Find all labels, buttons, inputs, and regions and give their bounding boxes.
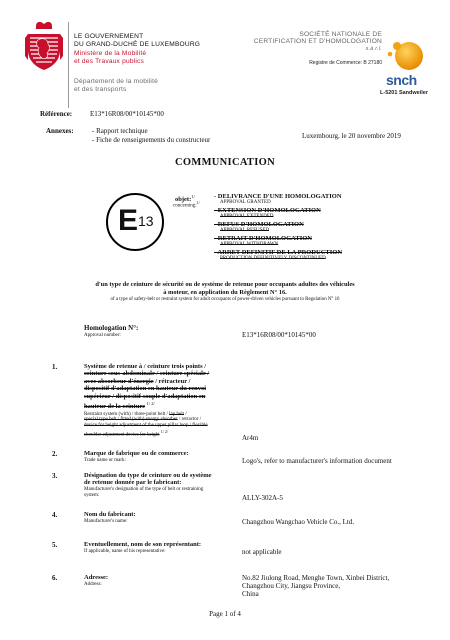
subject-en: of a type of safety-belt or restraint system for adult occupants of power-driven vehicles pursuant to Regulation N° 16 <box>110 297 340 302</box>
item-4-value: Changzhou Wangchao Vehicle Co., Ltd. <box>242 518 355 526</box>
item-3-number: 3. <box>52 472 58 480</box>
item-5-label-en: If applicable, name of his representative: <box>84 549 166 554</box>
item-2-label-en: Trade name or mark: <box>84 458 126 463</box>
objet-item-fr: - REFUS D'HOMOLOGATION <box>214 221 304 228</box>
item-3-label <box>84 472 212 498</box>
department-line-2: et des transports <box>74 85 127 93</box>
page-number: Page 1 of 4 <box>209 610 241 618</box>
item-2-label: Marque de fabrique ou de commerce: <box>84 450 189 457</box>
objet-list <box>214 193 342 263</box>
objet-item-en: APPROVAL REFUSED <box>220 228 270 234</box>
concerning-label <box>173 200 200 209</box>
item-6-label: Adresse: <box>84 574 109 581</box>
department-name <box>74 78 158 93</box>
objet-item-fr: - EXTENSION D'HOMOLOGATION <box>214 207 321 214</box>
gov-name-line-2: DU GRAND-DUCHÉ DE LUXEMBOURG <box>74 40 201 48</box>
objet-label-sup: 1/ <box>191 194 195 199</box>
item-1-number: 1. <box>52 363 58 371</box>
registre: Registre de Commerce: B 27180 <box>309 60 382 66</box>
homologation-label: Homologation N°: <box>84 324 139 332</box>
objet-label-text: objet: <box>175 196 192 204</box>
homologation-sub: Approval number: <box>84 333 121 338</box>
snch-line-1: SOCIÉTÉ NATIONALE DE <box>299 31 382 38</box>
subject-fr-1: d'un type de ceinture de sécurité ou de système de retenue pour occupants adultes des véhicules <box>95 281 355 288</box>
annexes-label: Annexes: <box>46 127 74 135</box>
approval-mark-letter: E <box>118 204 139 237</box>
item-6-label-en: Address: <box>84 582 102 587</box>
header-divider <box>68 22 69 108</box>
item-6-value <box>242 574 389 598</box>
item-5-number: 5. <box>52 541 58 549</box>
item-2-value: Logo's, refer to manufacturer's information document <box>242 457 392 465</box>
item-3-en: system: <box>84 492 100 498</box>
item-1-en-struck: device for height adjustment of the upper pillar loop / flexible <box>84 423 208 429</box>
objet-item-refused <box>214 221 342 235</box>
item-1-line: Système de retenue à / ceinture trois points / <box>84 363 207 370</box>
document-date: Luxembourg, le 20 novembre 2019 <box>302 132 401 140</box>
coat-of-arms-icon <box>22 20 66 72</box>
ministry-line-1: Ministère de la Mobilité <box>74 50 147 57</box>
reference-label: Référence: <box>40 110 73 118</box>
item-3-en: Manufacturer's designation of the type of belt or restraining <box>84 486 204 492</box>
approval-mark-number: 13 <box>138 213 154 229</box>
concerning-text: concerning: <box>173 203 197 209</box>
objet-item-fr: - RETRAIT D'HOMOLOGATION <box>214 235 312 242</box>
ministry-line-2: et des Travaux publics <box>74 57 145 65</box>
item-1-line: supérieur / dispositif souple d'adaptation en <box>84 392 206 400</box>
objet-item-en: APPROVAL GRANTED <box>220 200 271 206</box>
item-1-sup: 1/ 2/ <box>146 401 155 407</box>
item-1-label <box>84 363 269 438</box>
objet-item-granted <box>214 193 342 207</box>
item-4-label: Nom du fabricant: <box>84 511 136 518</box>
item-6-number: 6. <box>52 574 58 582</box>
item-1-en-struck: lap belt <box>169 411 184 417</box>
department-line-1: Département de la mobilité <box>74 78 158 85</box>
item-3-line: Désignation du type de ceinture ou de système <box>84 472 212 479</box>
item-2-number: 2. <box>52 450 58 458</box>
objet-item-discontinued <box>214 249 342 263</box>
snch-logo-text: snch <box>386 72 417 88</box>
item-5-value: not applicable <box>242 548 282 556</box>
ministry-name <box>74 50 146 65</box>
address-line: No.82 Jiulong Road, Menghe Town, Xinbei District, <box>242 574 390 582</box>
objet-item-fr: - ARRET DEFINITIF DE LA PRODUCTION <box>214 249 343 256</box>
item-1-line: ceinture sous-abdominale / ceinture spéciale / <box>84 370 210 378</box>
item-1-en-sup: 1/ 2/ <box>160 428 169 434</box>
item-1-en-struck: special type belt / fitted (with) energy absorber <box>84 417 178 423</box>
snch-line-3: s.à r.l. <box>365 45 382 52</box>
item-5-label: Eventuellement, nom de son représentant: <box>84 541 202 548</box>
annex-item: - Rapport technique <box>92 127 148 135</box>
item-1-en: / <box>183 411 187 417</box>
item-1-value: Ar4m <box>242 434 259 442</box>
reference-value: E13*16R08/00*10145*00 <box>90 110 164 118</box>
objet-item-en: PRODUCTION DEFINITIVELY DISCONTINUED <box>220 256 326 262</box>
gov-name <box>74 33 200 48</box>
item-1-en-struck: shoulder adjustment device for height <box>84 432 160 438</box>
objet-item-withdrawn <box>214 235 342 249</box>
snch-name <box>202 31 382 53</box>
item-1-line-struck: avec absorbeur d'énergie <box>84 377 154 385</box>
concerning-sup: 1/ <box>196 200 200 205</box>
item-1-line: / rétracteur / <box>153 377 191 385</box>
address-line: China <box>242 590 259 598</box>
annexes-list <box>92 127 210 144</box>
objet-item-fr: - DELIVRANCE D'UNE HOMOLOGATION <box>214 193 342 200</box>
item-1-line: dispositif d'adaptation en hauteur du renvoi <box>84 385 207 393</box>
approval-mark <box>106 193 164 251</box>
item-1-en: Restraint system (with) / three-point belt / <box>84 411 170 417</box>
page-title: COMMUNICATION <box>175 157 275 168</box>
objet-item-extended <box>214 207 342 221</box>
item-4-label-en: Manufacturer's name: <box>84 519 128 524</box>
homologation-value: E13*16R08/00*10145*00 <box>242 331 316 339</box>
annex-item: - Fiche de renseignements du constructeur <box>92 135 211 144</box>
gov-name-line-1: LE GOUVERNEMENT <box>74 33 144 40</box>
item-3-value: ALLY-302A-5 <box>242 494 283 502</box>
objet-item-en: APPROVAL EXTENDED <box>220 214 274 220</box>
item-4-number: 4. <box>52 511 58 519</box>
item-3-line: de retenue donnée par le fabricant: <box>84 479 182 487</box>
snch-line-2: CERTIFICATION ET D'HOMOLOGATION <box>253 38 382 46</box>
objet-item-en: APPROVAL WITHDRAWN <box>220 242 279 248</box>
item-1-en: / retractor / <box>177 417 202 423</box>
subject-fr-2: à moteur, en application du Règlement N° 16. <box>163 289 287 296</box>
address-line: Changzhou City, Jiangsu Province, <box>242 582 341 590</box>
snch-address: L-5201 Sandweiler <box>380 90 428 96</box>
item-1-line-struck: hauteur de la ceinture <box>84 403 145 411</box>
